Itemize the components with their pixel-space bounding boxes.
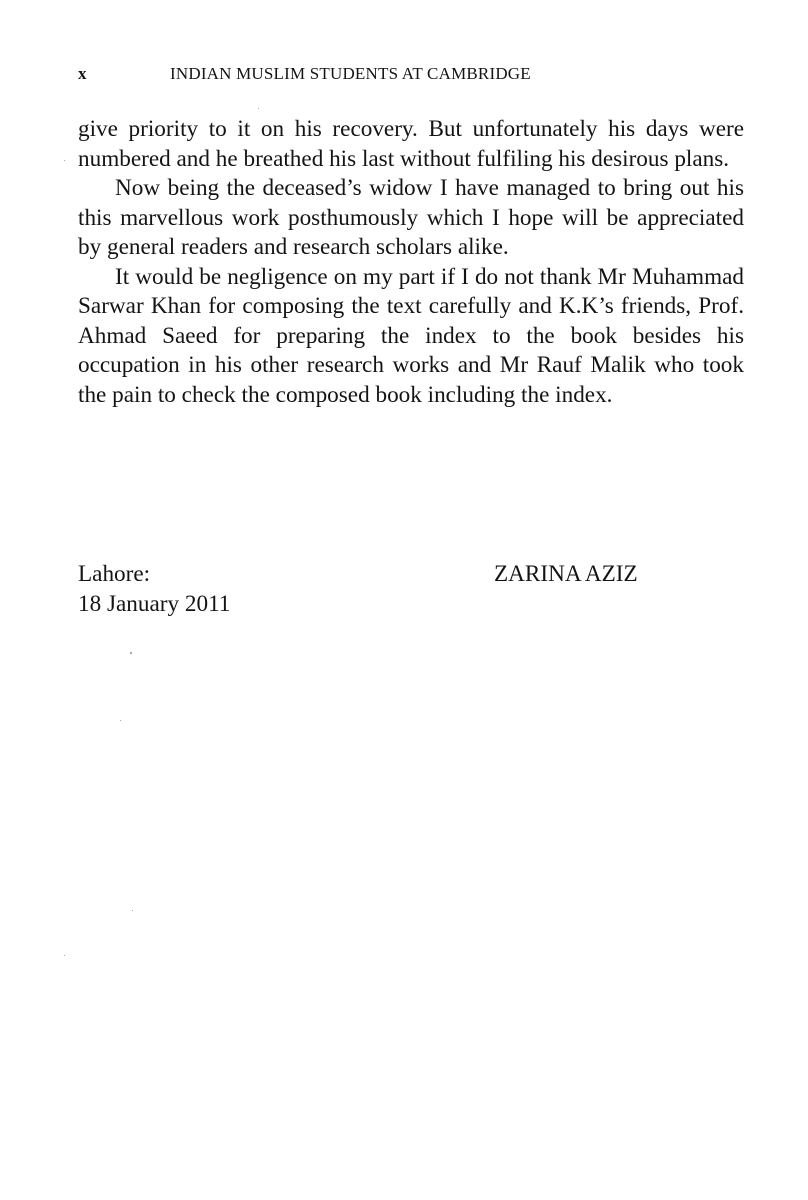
scan-speck <box>120 720 121 721</box>
signoff-date: 18 January 2011 <box>78 591 231 617</box>
running-head-title: INDIAN MUSLIM STUDENTS AT CAMBRIDGE <box>170 64 531 83</box>
signoff-signature: ZARINA AZIZ <box>494 561 638 587</box>
scan-speck <box>130 652 132 654</box>
scan-speck <box>258 108 259 109</box>
paragraph-widow: Now being the deceased’s widow I have managed to bring out his this marvellous work posthumously which I hope will be appreciated by general readers and research scholars alike. <box>78 175 744 260</box>
scan-speck <box>64 955 65 956</box>
paragraph-acknowledgements: It would be negligence on my part if I do not thank Mr Muhammad Sarwar Khan for composing the text carefully and K.K’s friends, Prof. Ahmad Saeed for preparing the index to the book besides his occupation in his other research works and Mr Rauf Malik who took the pain to check the composed book including the index. <box>78 263 744 408</box>
scan-speck <box>132 910 133 911</box>
page-number: x <box>78 64 87 83</box>
running-head <box>78 64 744 88</box>
signoff-place: Lahore: <box>78 561 151 587</box>
scan-speck <box>64 160 65 161</box>
paragraph-continuation: give priority to it on his recovery. But unfortunately his days were numbered and he breathed his last without fulfiling his desirous plans. <box>78 116 744 172</box>
body-text <box>78 115 744 410</box>
